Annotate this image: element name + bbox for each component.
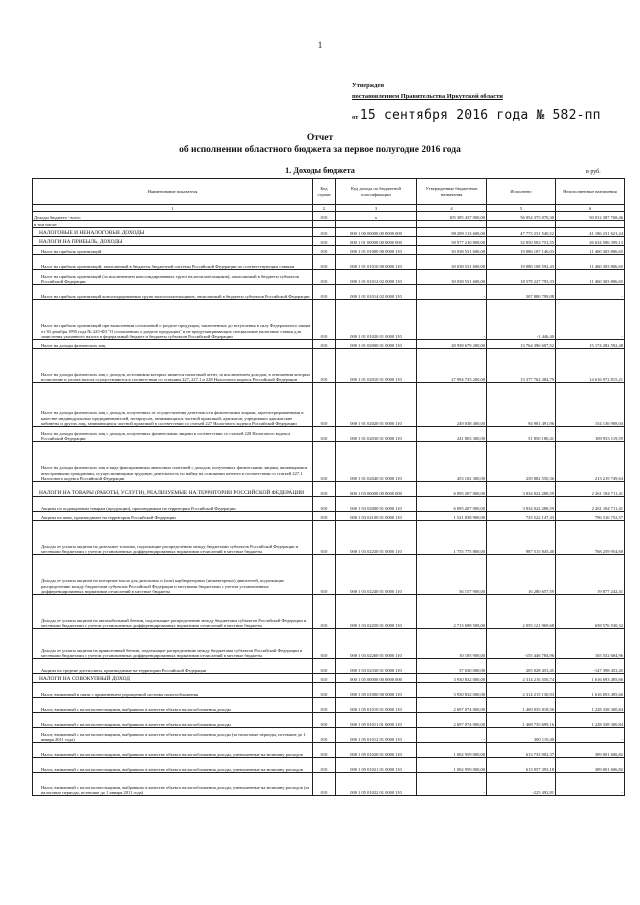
row-approved: 2 697 074 000,00	[417, 698, 487, 713]
row-name: Налог на прибыль организаций консолидированных групп налогоплательщиков, зачисляемый в бюджеты субъектов Российской Федерации	[33, 285, 313, 300]
row-code: 010	[313, 743, 336, 758]
row-kbk: 000 1 05 01000 00 0000 110	[336, 683, 417, 698]
table-row	[33, 442, 625, 482]
report-title-line-2: об исполнении областного бюджета за первое полугодие 2016 года	[179, 145, 461, 155]
row-kbk: 000 1 01 02020 01 0000 110	[336, 383, 417, 427]
row-approved: 2 713 698 500,00	[417, 595, 487, 629]
row-name: Налог, взимаемый в связи с применением упрощенной системы налогообложения	[33, 683, 313, 698]
row-name: Налог на прибыль организаций, зачисляемый в бюджеты бюджетной системы Российской Федерации по соответствующим ставкам	[33, 255, 313, 270]
approval-line-2: постановлением Правительства Иркутской области	[352, 93, 503, 100]
row-code: 010	[313, 713, 336, 728]
table-row	[33, 427, 625, 442]
row-unexecuted: 1 228 338 300,84	[556, 698, 625, 713]
row-kbk: 000 1 01 01010 00 0000 110	[336, 255, 417, 270]
budget-table	[32, 178, 625, 796]
table-row	[33, 237, 625, 246]
row-unexecuted: 15 174 282 592,48	[556, 340, 625, 349]
row-approved: 3 930 832 000,00	[417, 674, 487, 683]
row-executed: 507 880 799,08	[487, 285, 556, 300]
row-code: 010	[313, 683, 336, 698]
header-code: Код строки	[313, 179, 336, 205]
table-row	[33, 270, 625, 285]
row-kbk: 000 1 03 02230 01 0000 110	[336, 521, 417, 555]
row-approved: 30 038 531 600,00	[417, 270, 487, 285]
row-code: 010	[313, 383, 336, 427]
row-executed: 3 834 022 288,59	[487, 482, 556, 497]
row-approved: 1 521 838 900,00	[417, 512, 487, 521]
table-row	[33, 212, 625, 221]
row-name: Акцизы по подакцизным товарам (продукции), производимым на территории Российской Федерации	[33, 497, 313, 512]
row-executed: 18 578 227 793,33	[487, 270, 556, 285]
row-unexecuted: 389 001 606,82	[556, 743, 625, 758]
row-code: 010	[313, 674, 336, 683]
row-code: 010	[313, 758, 336, 773]
row-kbk: 000 1 05 01012 01 0000 110	[336, 728, 417, 743]
row-name: НАЛОГОВЫЕ И НЕНАЛОГОВЫЕ ДОХОДЫ	[33, 228, 313, 237]
row-kbk: 000 1 03 02100 01 0000 110	[336, 512, 417, 521]
row-code: 010	[313, 349, 336, 383]
row-unexecuted: 2 261 184 711,41	[556, 497, 625, 512]
row-unexecuted: 189 953 119,59	[556, 427, 625, 442]
row-code: 010	[313, 246, 336, 255]
row-kbk: 000 1 05 00000 00 0000 000	[336, 674, 417, 683]
row-executed: 300 119,40	[487, 728, 556, 743]
row-code: 010	[313, 228, 336, 237]
table-row	[33, 285, 625, 300]
report-title	[0, 132, 640, 156]
row-code: 010	[313, 285, 336, 300]
row-executed: -155 446 784,96	[487, 629, 556, 659]
row-name: Доходы от уплаты акцизов на дизельное топливо, подлежащие распределению между бюджетами субъектов Российской Федерации и местными бюджетами с учетом установленных дифференцированных нормативов отчислений в местные бюджеты	[33, 521, 313, 555]
row-kbk: 000 1 05 01011 01 0000 110	[336, 713, 417, 728]
row-name: Налог, взимаемый с налогоплательщиков, выбравших в качестве объекта налогообложения доходы, уменьшенные на величину расходов (за налоговые периоды, истекшие до 1 января 2011 года)	[33, 773, 313, 796]
row-approved: -	[417, 285, 487, 300]
approval-block	[352, 80, 601, 123]
row-kbk	[336, 221, 417, 228]
column-number: 4	[417, 205, 487, 212]
row-name: Доходы от уплаты акцизов на автомобильный бензин, подлежащие распределению между бюджетами субъектов Российской Федерации и местными бюджетами с учетом установленных дифференцированных нормативов отчислений в местные бюджеты	[33, 595, 313, 629]
row-code: 010	[313, 595, 336, 629]
row-code: 010	[313, 659, 336, 674]
row-executed: 19 086 107 146,03	[487, 246, 556, 255]
row-code: 010	[313, 427, 336, 442]
table-row	[33, 482, 625, 497]
row-approved: 57 630 000,00	[417, 659, 487, 674]
row-executed: 32 850 503 753,55	[487, 237, 556, 246]
row-approved: 27 994 735 200,00	[417, 349, 487, 383]
table-row	[33, 300, 625, 340]
report-title-line-1: Отчет	[306, 133, 334, 143]
row-kbk: 000 1 01 01014 02 0000 110	[336, 285, 417, 300]
row-kbk: 000 1 01 02010 01 0000 110	[336, 349, 417, 383]
row-unexecuted: 658 576 530,32	[556, 595, 625, 629]
table-row	[33, 497, 625, 512]
row-approved: 1 755 775 800,00	[417, 521, 487, 555]
row-unexecuted: -147 398 453,45	[556, 659, 625, 674]
row-name: Налог на доходы физических лиц в виде фиксированных авансовых платежей с доходов, полученных физическими лицами, являющимися иностранными гражданами, осуществляющими трудовую деятельность по найму на основании патента в соответствии со статьей 227.1 Налогового кодекса Российской Федерации	[33, 442, 313, 482]
table-row	[33, 246, 625, 255]
row-executed: 13 764 396 607,52	[487, 340, 556, 349]
row-kbk: 000 1 01 01012 02 0000 110	[336, 270, 417, 285]
row-unexecuted: 2 261 184 711,41	[556, 482, 625, 497]
row-executed: -225 492,81	[487, 773, 556, 796]
row-executed: 19 086 108 592,43	[487, 255, 556, 270]
row-executed: 2 314 215 130,93	[487, 683, 556, 698]
column-number: 2	[313, 205, 336, 212]
row-code: 010	[313, 300, 336, 340]
row-unexecuted	[556, 221, 625, 228]
row-name: Доходы бюджета - всего	[33, 212, 313, 221]
row-unexecuted: 154 136 908,04	[556, 383, 625, 427]
row-kbk: х	[336, 212, 417, 221]
table-row	[33, 674, 625, 683]
row-approved: 105 385 437 000,00	[417, 212, 487, 221]
row-name: Акцизы на средние дистилляты, производимые на территории Российской Федерации	[33, 659, 313, 674]
row-unexecuted: -	[556, 728, 625, 743]
row-code: 010	[313, 555, 336, 595]
row-approved: 2 697 074 000,00	[417, 713, 487, 728]
row-unexecuted: 19 877 242,41	[556, 555, 625, 595]
row-code: 010	[313, 270, 336, 285]
row-code: 010	[313, 482, 336, 497]
row-approved: 3 930 832 000,00	[417, 683, 487, 698]
table-row	[33, 758, 625, 773]
row-code: 010	[313, 237, 336, 246]
row-name: Доходы от уплаты акцизов на моторные масла для дизельных и (или) карбюраторных (инжекторных) двигателей, подлежащие распределению между бюджетами субъектов Российской Федерации и местными бюджетами с учетом установленных дифференцированных нормативов отчислений в местные бюджеты	[33, 555, 313, 595]
row-unexecuted: 389 001 606,82	[556, 758, 625, 773]
row-kbk: 000 1 01 02040 01 0000 110	[336, 442, 417, 482]
row-approved: 241 803 300,00	[417, 427, 487, 442]
row-code: 010	[313, 442, 336, 482]
row-kbk: 000 1 05 01022 01 0000 110	[336, 773, 417, 796]
table-row	[33, 698, 625, 713]
row-code: 010	[313, 497, 336, 512]
table-row	[33, 340, 625, 349]
row-code: 010	[313, 255, 336, 270]
row-name: Доходы от уплаты акцизов на прямогонный бензин, подлежащие распределению между бюджетами субъектов Российской Федерации и местными бюджетами с учетом установленных дифференцированных нормативов отчислений в местные бюджеты	[33, 629, 313, 659]
row-unexecuted: 11 460 303 806,65	[556, 246, 625, 255]
row-kbk: 000 1 03 02260 01 0000 110	[336, 629, 417, 659]
row-executed: 239 882 550,36	[487, 442, 556, 482]
header-kbk: Код дохода по бюджетной классификации	[336, 179, 417, 205]
approval-line-1: Утвержден	[352, 82, 385, 89]
row-name: НАЛОГИ НА ТОВАРЫ (РАБОТЫ, УСЛУГИ), РЕАЛИЗУЕМЫЕ НА ТЕРРИТОРИИ РОССИЙСКОЙ ФЕДЕРАЦИИ	[33, 482, 313, 497]
row-approved: 28 938 679 200,00	[417, 340, 487, 349]
approval-date-line	[352, 110, 601, 123]
table-row	[33, 255, 625, 270]
header-name: Наименование показателя	[33, 179, 313, 205]
row-unexecuted: 26 634 586 399,13	[556, 237, 625, 246]
row-approved: 58 977 210 800,00	[417, 237, 487, 246]
row-executed: 613 733 902,37	[487, 743, 556, 758]
row-executed: 725 522 147,43	[487, 512, 556, 521]
row-code: 010	[313, 340, 336, 349]
row-approved: 30 038 531 600,00	[417, 255, 487, 270]
header-unexecuted: Неисполненные назначения	[556, 179, 625, 205]
table-header-row	[33, 179, 625, 205]
row-name: Налог на доходы физических лиц	[33, 340, 313, 349]
row-approved: 6 095 207 000,00	[417, 482, 487, 497]
approval-date-handwritten: 15 сентября 2016 года № 582-пп	[359, 108, 601, 123]
row-name: Налог на доходы физических лиц с доходов, полученных от осуществления деятельности физическими лицами, зарегистрированными в качестве индивидуальных предпринимателей, нотариусов, занимающихся частной практикой, адвокатов, учредивших адвокатские кабинеты и других лиц, занимающихся частной практикой в соответствии со статьей 227 Налогового кодекса Российской Федерации	[33, 383, 313, 427]
row-kbk: 000 1 01 01000 00 0000 110	[336, 246, 417, 255]
row-kbk: 000 1 05 01010 01 0000 110	[336, 698, 417, 713]
column-number-row	[33, 205, 625, 212]
row-code: 010	[313, 629, 336, 659]
row-code: 010	[313, 728, 336, 743]
table-row	[33, 773, 625, 796]
row-executed: 16 280 657,59	[487, 555, 556, 595]
row-approved: -	[417, 300, 487, 340]
row-unexecuted: 1 228 338 300,84	[556, 713, 625, 728]
row-code: 010	[313, 212, 336, 221]
row-kbk: 000 1 03 02250 01 0000 110	[336, 595, 417, 629]
section-title: 1. Доходы бюджета	[285, 166, 355, 175]
row-approved: -	[417, 728, 487, 743]
row-code	[313, 221, 336, 228]
row-executed: 3 834 022 288,59	[487, 497, 556, 512]
row-kbk: 000 1 03 02000 01 0000 110	[336, 497, 417, 512]
table-row	[33, 555, 625, 595]
row-executed: 205 028 453,45	[487, 659, 556, 674]
row-executed: 2 314 216 550,74	[487, 674, 556, 683]
row-kbk: 000 1 03 00000 00 0000 000	[336, 482, 417, 497]
row-name: Налог, взимаемый с налогоплательщиков, выбравших в качестве объекта налогообложения доходы, уменьшенные на величину расходов	[33, 758, 313, 773]
row-name: Налог, взимаемый с налогоплательщиков, выбравших в качестве объекта налогообложения доходы, уменьшенные на величину расходов	[33, 743, 313, 758]
row-unexecuted: 11 460 303 806,65	[556, 255, 625, 270]
row-unexecuted: -	[556, 285, 625, 300]
row-name: Налог на прибыль организаций (за исключением консолидированных групп налогоплательщиков), зачисляемый в бюджеты субъектов Российской Федерации	[33, 270, 313, 285]
header-approved: Утвержденные бюджетные назначения	[417, 179, 487, 205]
row-kbk: 000 1 03 02240 01 0000 110	[336, 555, 417, 595]
row-approved: 1 002 959 000,00	[417, 743, 487, 758]
row-unexecuted: 14 616 972 815,21	[556, 349, 625, 383]
row-executed: 1 468 735 699,16	[487, 713, 556, 728]
table-row	[33, 221, 625, 228]
row-approved	[417, 221, 487, 228]
table-row	[33, 228, 625, 237]
row-executed: 2 055 121 969,68	[487, 595, 556, 629]
row-executed: 94 901 491,96	[487, 383, 556, 427]
row-executed: 613 957 393,18	[487, 758, 556, 773]
row-approved: 453 102 300,00	[417, 442, 487, 482]
row-executed: 987 515 845,40	[487, 521, 556, 555]
row-code: 010	[313, 698, 336, 713]
row-name: Налог на доходы физических лиц с доходов, источником которых является налоговый агент, за исключением доходов, в отношении которых исчисление и уплата налога осуществляются в соответствии со статьями 227, 227.1 и 228 Налогового кодекса Российской Федерации	[33, 349, 313, 383]
row-kbk: 000 1 01 02030 01 0000 110	[336, 427, 417, 442]
row-approved: 30 038 531 600,00	[417, 246, 487, 255]
row-executed: 56 054 375 070,30	[487, 212, 556, 221]
table-row	[33, 743, 625, 758]
table-row	[33, 595, 625, 629]
table-body	[33, 212, 625, 796]
approval-date-prefix: от	[352, 114, 359, 121]
row-approved: 10 105 900,00	[417, 629, 487, 659]
table-row	[33, 683, 625, 698]
row-unexecuted: 41 186 231 621,24	[556, 228, 625, 237]
row-unexecuted: -	[556, 773, 625, 796]
column-number: 6	[556, 205, 625, 212]
row-unexecuted: 1 616 693 495,66	[556, 674, 625, 683]
column-number: 1	[33, 205, 313, 212]
column-number: 5	[487, 205, 556, 212]
row-name: Налог на прибыль организаций	[33, 246, 313, 255]
unit-label: в руб.	[586, 169, 601, 175]
row-name: Акцизы на пиво, производимое на территории Российской Федерации	[33, 512, 313, 521]
header-executed: Исполнено	[487, 179, 556, 205]
row-code: 010	[313, 521, 336, 555]
row-executed	[487, 221, 556, 228]
row-name: Налог, взимаемый с налогоплательщиков, выбравших в качестве объекта налогообложения доходы (за налоговые периоды, истекшие до 1 января 2011 года)	[33, 728, 313, 743]
row-unexecuted: 50 012 387 768,46	[556, 212, 625, 221]
table-row	[33, 512, 625, 521]
row-executed: 51 850 180,41	[487, 427, 556, 442]
row-name: Налог, взимаемый с налогоплательщиков, выбравших в качестве объекта налогообложения доходы	[33, 713, 313, 728]
row-kbk: 000 1 05 01020 01 0000 110	[336, 743, 417, 758]
row-code: 010	[313, 512, 336, 521]
row-unexecuted: 11 460 303 806,65	[556, 270, 625, 285]
row-unexecuted: 796 316 752,57	[556, 512, 625, 521]
row-unexecuted: 768 259 954,60	[556, 521, 625, 555]
row-unexecuted: -	[556, 300, 625, 340]
table-row	[33, 349, 625, 383]
page-number: 1	[317, 40, 323, 50]
row-kbk: 000 1 01 02000 01 0000 110	[336, 340, 417, 349]
row-name: Налог, взимаемый с налогоплательщиков, выбравших в качестве объекта налогообложения доходы	[33, 698, 313, 713]
row-unexecuted: 165 552 684,96	[556, 629, 625, 659]
row-executed: 47 773 231 540,52	[487, 228, 556, 237]
table-row	[33, 713, 625, 728]
row-name: НАЛОГИ НА СОВОКУПНЫЙ ДОХОД	[33, 674, 313, 683]
row-approved: 249 038 400,00	[417, 383, 487, 427]
row-name: в том числе:	[33, 221, 313, 228]
row-executed: -1 446,40	[487, 300, 556, 340]
row-code: 010	[313, 773, 336, 796]
row-approved: 36 157 900,00	[417, 555, 487, 595]
row-executed: 1 469 035 818,56	[487, 698, 556, 713]
row-kbk: 000 1 01 01020 01 0000 110	[336, 300, 417, 340]
table-row	[33, 383, 625, 427]
table-row	[33, 659, 625, 674]
row-kbk: 000 1 00 00000 00 0000 000	[336, 228, 417, 237]
row-approved: 6 095 207 000,00	[417, 497, 487, 512]
row-kbk: 000 1 01 00000 00 0000 000	[336, 237, 417, 246]
row-unexecuted: 1 616 693 495,66	[556, 683, 625, 698]
row-approved: 88 289 113 600,00	[417, 228, 487, 237]
row-approved: -	[417, 773, 487, 796]
row-executed: 13 377 762 384,79	[487, 349, 556, 383]
row-approved: 1 002 959 000,00	[417, 758, 487, 773]
row-name: Налог на доходы физических лиц с доходов, полученных физическими лицами в соответствии со статьей 228 Налогового кодекса Российской Федерации	[33, 427, 313, 442]
row-name: Налог на прибыль организаций при выполнении соглашений о разделе продукции, заключенных до вступления в силу Федерального закона от 30 декабря 1995 года № 225-ФЗ "О соглашениях о разделе продукции" и не предусматривающих специальные налоговые ставки для зачисления указанного налога в федеральный бюджет и бюджеты субъектов Российской Федерации	[33, 300, 313, 340]
table-row	[33, 521, 625, 555]
table-row	[33, 728, 625, 743]
column-number: 3	[336, 205, 417, 212]
row-kbk: 000 1 03 02330 01 0000 110	[336, 659, 417, 674]
row-kbk: 000 1 05 01021 01 0000 110	[336, 758, 417, 773]
table-row	[33, 629, 625, 659]
row-name: НАЛОГИ НА ПРИБЫЛЬ, ДОХОДЫ	[33, 237, 313, 246]
row-unexecuted: 213 219 749,64	[556, 442, 625, 482]
